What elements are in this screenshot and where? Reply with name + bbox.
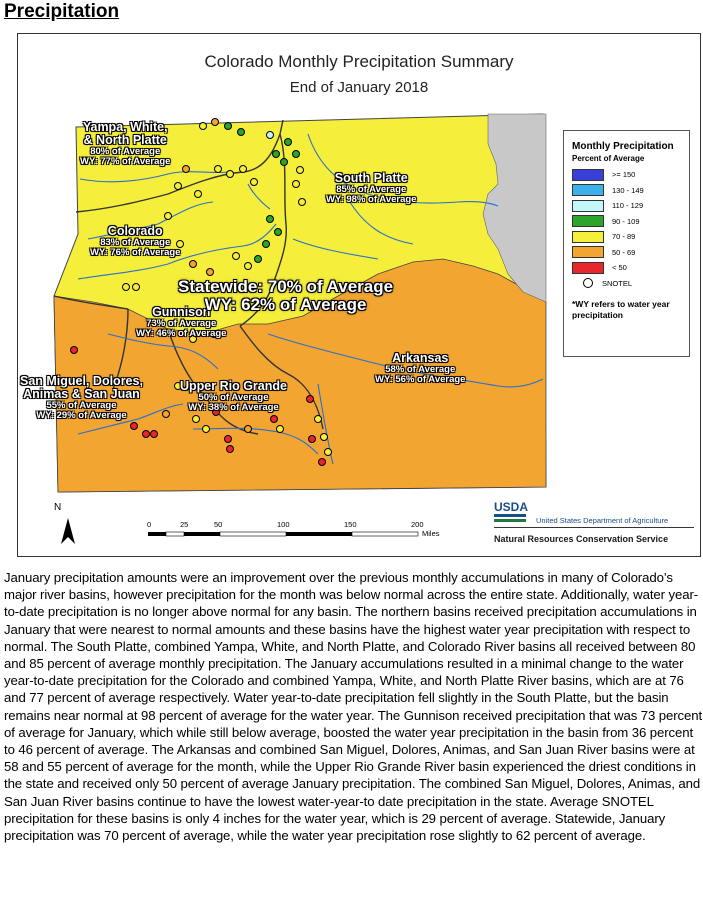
basin-label-yampa-white-north-platte: Yampa, White, & North Platte 80% of Average WY: 77% of Average bbox=[80, 120, 171, 168]
map-subtitle: End of January 2018 bbox=[289, 79, 429, 96]
nrcs-name: Natural Resources Conservation Service bbox=[494, 534, 669, 544]
scale-tick: 200 bbox=[411, 520, 424, 529]
basin-label-south-platte: South Platte 85% of Average WY: 98% of Average bbox=[326, 171, 417, 206]
legend-item: 130 - 149 bbox=[572, 183, 689, 199]
legend-swatch bbox=[572, 246, 604, 258]
precipitation-map bbox=[17, 33, 701, 557]
basin-label-upper-rio-grande: Upper Rio Grande 50% of Average WY: 38% of Average bbox=[180, 379, 287, 414]
legend-item: 90 - 109 bbox=[572, 214, 689, 230]
scale-tick: 50 bbox=[214, 520, 223, 529]
legend-item-snotel: SNOTEL bbox=[572, 276, 689, 292]
scale-tick: 0 bbox=[147, 520, 152, 529]
basin-label-gunnison: Gunnison 73% of Average WY: 46% of Average bbox=[136, 305, 227, 340]
north-arrow bbox=[61, 518, 75, 544]
usda-department: United States Department of Agriculture bbox=[536, 516, 669, 525]
legend-swatch bbox=[572, 184, 604, 196]
legend-item: 70 - 89 bbox=[572, 229, 689, 245]
section-heading: Precipitation bbox=[4, 1, 120, 22]
legend-item: >= 150 bbox=[572, 167, 689, 183]
legend-item: < 50 bbox=[572, 260, 689, 276]
scale-tick: 150 bbox=[344, 520, 357, 529]
snotel-icon bbox=[583, 278, 593, 288]
scale-tick: 100 bbox=[277, 520, 290, 529]
map-legend bbox=[563, 130, 690, 357]
legend-subtitle: Percent of Average bbox=[572, 154, 645, 163]
usda-logo-bar bbox=[494, 519, 526, 522]
north-label: N bbox=[54, 502, 62, 513]
basin-label-arkansas: Arkansas 58% of Average WY: 56% of Average bbox=[375, 351, 466, 386]
legend-swatch bbox=[572, 215, 604, 227]
legend-swatch bbox=[572, 262, 604, 274]
agency-divider bbox=[494, 527, 694, 528]
legend-note: *WY refers to water year precipitation bbox=[572, 299, 670, 320]
legend-swatch bbox=[572, 231, 604, 243]
basin-label-colorado: Colorado 83% of Average WY: 76% of Average bbox=[90, 224, 181, 259]
scale-tick: 25 bbox=[180, 520, 189, 529]
legend-item: 50 - 69 bbox=[572, 245, 689, 261]
map-title: Colorado Monthly Precipitation Summary bbox=[204, 52, 514, 71]
usda-logo: USDA bbox=[494, 500, 529, 514]
scale-bar bbox=[148, 532, 418, 536]
statewide-summary: Statewide: 70% of Average WY: 62% of Average bbox=[178, 277, 394, 314]
legend-title: Monthly Precipitation bbox=[572, 141, 674, 152]
legend-swatch bbox=[572, 200, 604, 212]
legend-item: 110 - 129 bbox=[572, 198, 689, 214]
basin-label-san-miguel-dolores-animas-san-juan: San Miguel, Dolores, Animas & San Juan 55% of Average WY: 29% of Average bbox=[20, 374, 143, 422]
summary-paragraph: January precipitation amounts were an improvement over the previous monthly accumulations in many of Colorado’s major river basins, however precipitation for the month was below normal across the entire state. Additionally, water year-to-date precipitation is no longer above normal for any basin. The northern basins received precipitation accumulations in January that were nearest to normal amounts and these basins have the highest water year precipitation with respect to normal. The South Platte, combined Yampa, White, and North Platte, and Colorado River basins all received between 80 and 85 percent of average monthly precipitation. The January accumulations resulted in a minimal change to the water year-to-date precipitation for the Colorado and combined Yampa, White, and North Platte River basins, which are at 76 and 77 percent of average respectively. Water year-to-date precipitation fell slightly in the South Platte, but the basin remains near normal at 98 percent of average for the water year. The Gunnison received precipitation that was 73 percent of average for January, which while still below average, boosted the water year precipitation in the basin from 36 percent to 46 percent of average. The Arkansas and combined San Miguel, Dolores, Animas, and San Juan River basins were at 58 and 55 percent of average for the month, while the Upper Rio Grande River basin experienced the driest conditions in the state and received only 50 percent of average January precipitation. The combined San Miguel, Dolores, Animas, and San Juan River basins continue to have the lowest water-year-to date precipitation in the state. Average SNOTEL precipitation for these basins is only 4 inches for the water year, which is 29 percent of average. Statewide, January precipitation was 70 percent of average, while the water year precipitation rose slightly to 62 percent of average. bbox=[4, 570, 703, 844]
usda-logo-bar bbox=[494, 514, 526, 517]
legend-swatch bbox=[572, 169, 604, 181]
scale-unit: Miles bbox=[422, 529, 440, 538]
